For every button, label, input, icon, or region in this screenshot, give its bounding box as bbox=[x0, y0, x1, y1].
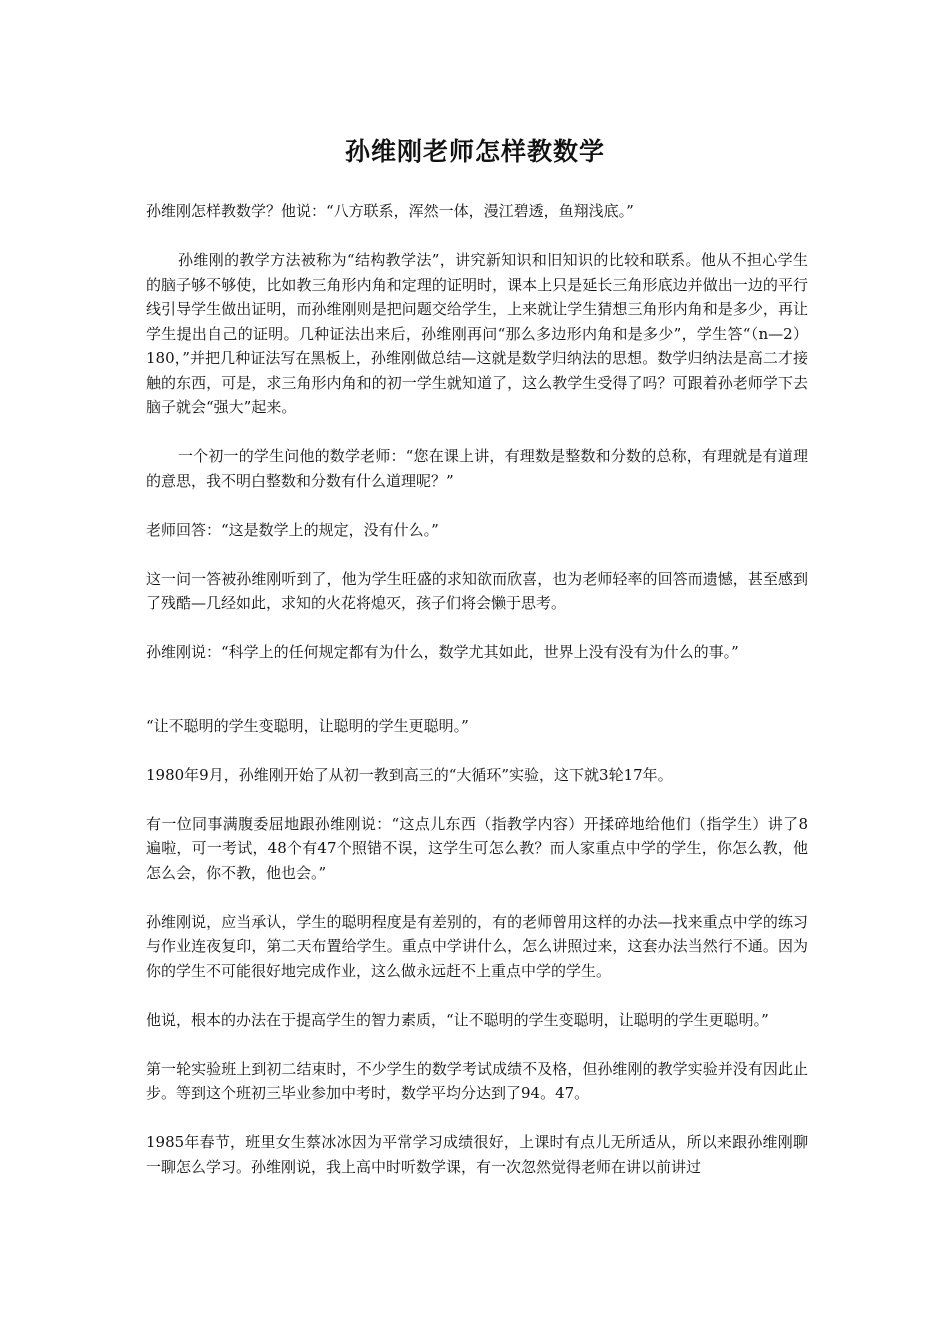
paragraph-science-rules: 孙维刚说：“科学上的任何规定都有为什么，数学尤其如此，世界上没有没有为什么的事。” bbox=[146, 643, 739, 661]
paragraph-student-question: 一个初一的学生问他的数学老师：“您在课上讲，有理数是整数和分数的总称，有理就是有道理的意思，我不明白整数和分数有什么道理呢？” bbox=[146, 447, 808, 490]
paragraph-teacher-answer: 老师回答：“这是数学上的规定，没有什么。” bbox=[146, 520, 439, 539]
document-body bbox=[146, 199, 808, 1204]
paragraph-colleague-complaint: 有一位同事满腹委屈地跟孙维刚说：“这点儿东西（指教学内容）开揉碎地给他们（指学生）讲了8遍啦，可一考试，48个有47个照错不误，这学生可怎么教？而人家重点中学的学生，你怎么教，他怎么会，你不教，他也会。” bbox=[146, 814, 808, 882]
paragraph-first-round-results: 第一轮实验班上到初二结束时，不少学生的数学考试成绩不及格，但孙维刚的教学实验并没有因此止步。等到这个班初三毕业参加中考时，数学平均分达到了94。47。 bbox=[146, 1059, 808, 1102]
paragraph-quote-intro: 孙维刚怎样教数学？他说：“八方联系，浑然一体，漫江碧透，鱼翔浅底。” bbox=[146, 202, 634, 220]
paragraph-smarter-slogan: “让不聪明的学生变聪明，让聪明的学生更聪明。” bbox=[146, 716, 469, 735]
paragraph-overheard: 这一问一答被孙维刚听到了，他为学生旺盛的求知欲而欣喜，也为老师轻率的回答而遗憾，甚至感到了残酷—几经如此，求知的火花将熄灭，孩子们将会懒于思考。 bbox=[146, 569, 808, 612]
paragraph-1980-experiment: 1980年9月，孙维刚开始了从初一教到高三的“大循环”实验，这下就3轮17年。 bbox=[146, 765, 673, 784]
paragraph-fundamental-method: 他说，根本的办法在于提高学生的智力素质，“让不聪明的学生变聪明，让聪明的学生更聪明。” bbox=[146, 1010, 769, 1029]
paragraph-structure-method: 孙维刚的教学方法被称为“结构教学法”，讲究新知识和旧知识的比较和联系。他从不担心学生的脑子够不够使，比如教三角形内角和定理的证明时，课本上只是延长三角形底边并做出一边的平行线引导学生做出证明，而孙维刚则是把问题交给学生，上来就让学生猜想三角形内角和是多少，再让学生提出自己的证明。几种证法出来后，孙维刚再问“那么多边形内角和是多少”，学生答“（n—2）180，”并把几种证法写在黑板上，孙维刚做总结—这就是数学归纳法的思想。数学归纳法是高二才接触的东西，可是，求三角形内角和的初一学生就知道了，这么教学生受得了吗？可跟着孙老师学下去脑子就会“强大”起来。 bbox=[146, 251, 808, 416]
paragraph-1985-spring: 1985年春节，班里女生蔡冰冰因为平常学习成绩很好，上课时有点儿无所适从，所以来跟孙维刚聊一聊怎么学习。孙维刚说，我上高中时听数学课，有一次忽然觉得老师在讲以前讲过 bbox=[146, 1133, 808, 1176]
document-title: 孙维刚老师怎样教数学 bbox=[344, 137, 605, 166]
paragraph-intelligence-difference: 孙维刚说，应当承认，学生的聪明程度是有差别的，有的老师曾用这样的办法—找来重点中学的练习与作业连夜复印，第二天布置给学生。重点中学讲什么，怎么讲照过来，这套办法当然行不通。因为你的学生不可能很好地完成作业，这么做永远赶不上重点中学的学生。 bbox=[146, 912, 808, 980]
